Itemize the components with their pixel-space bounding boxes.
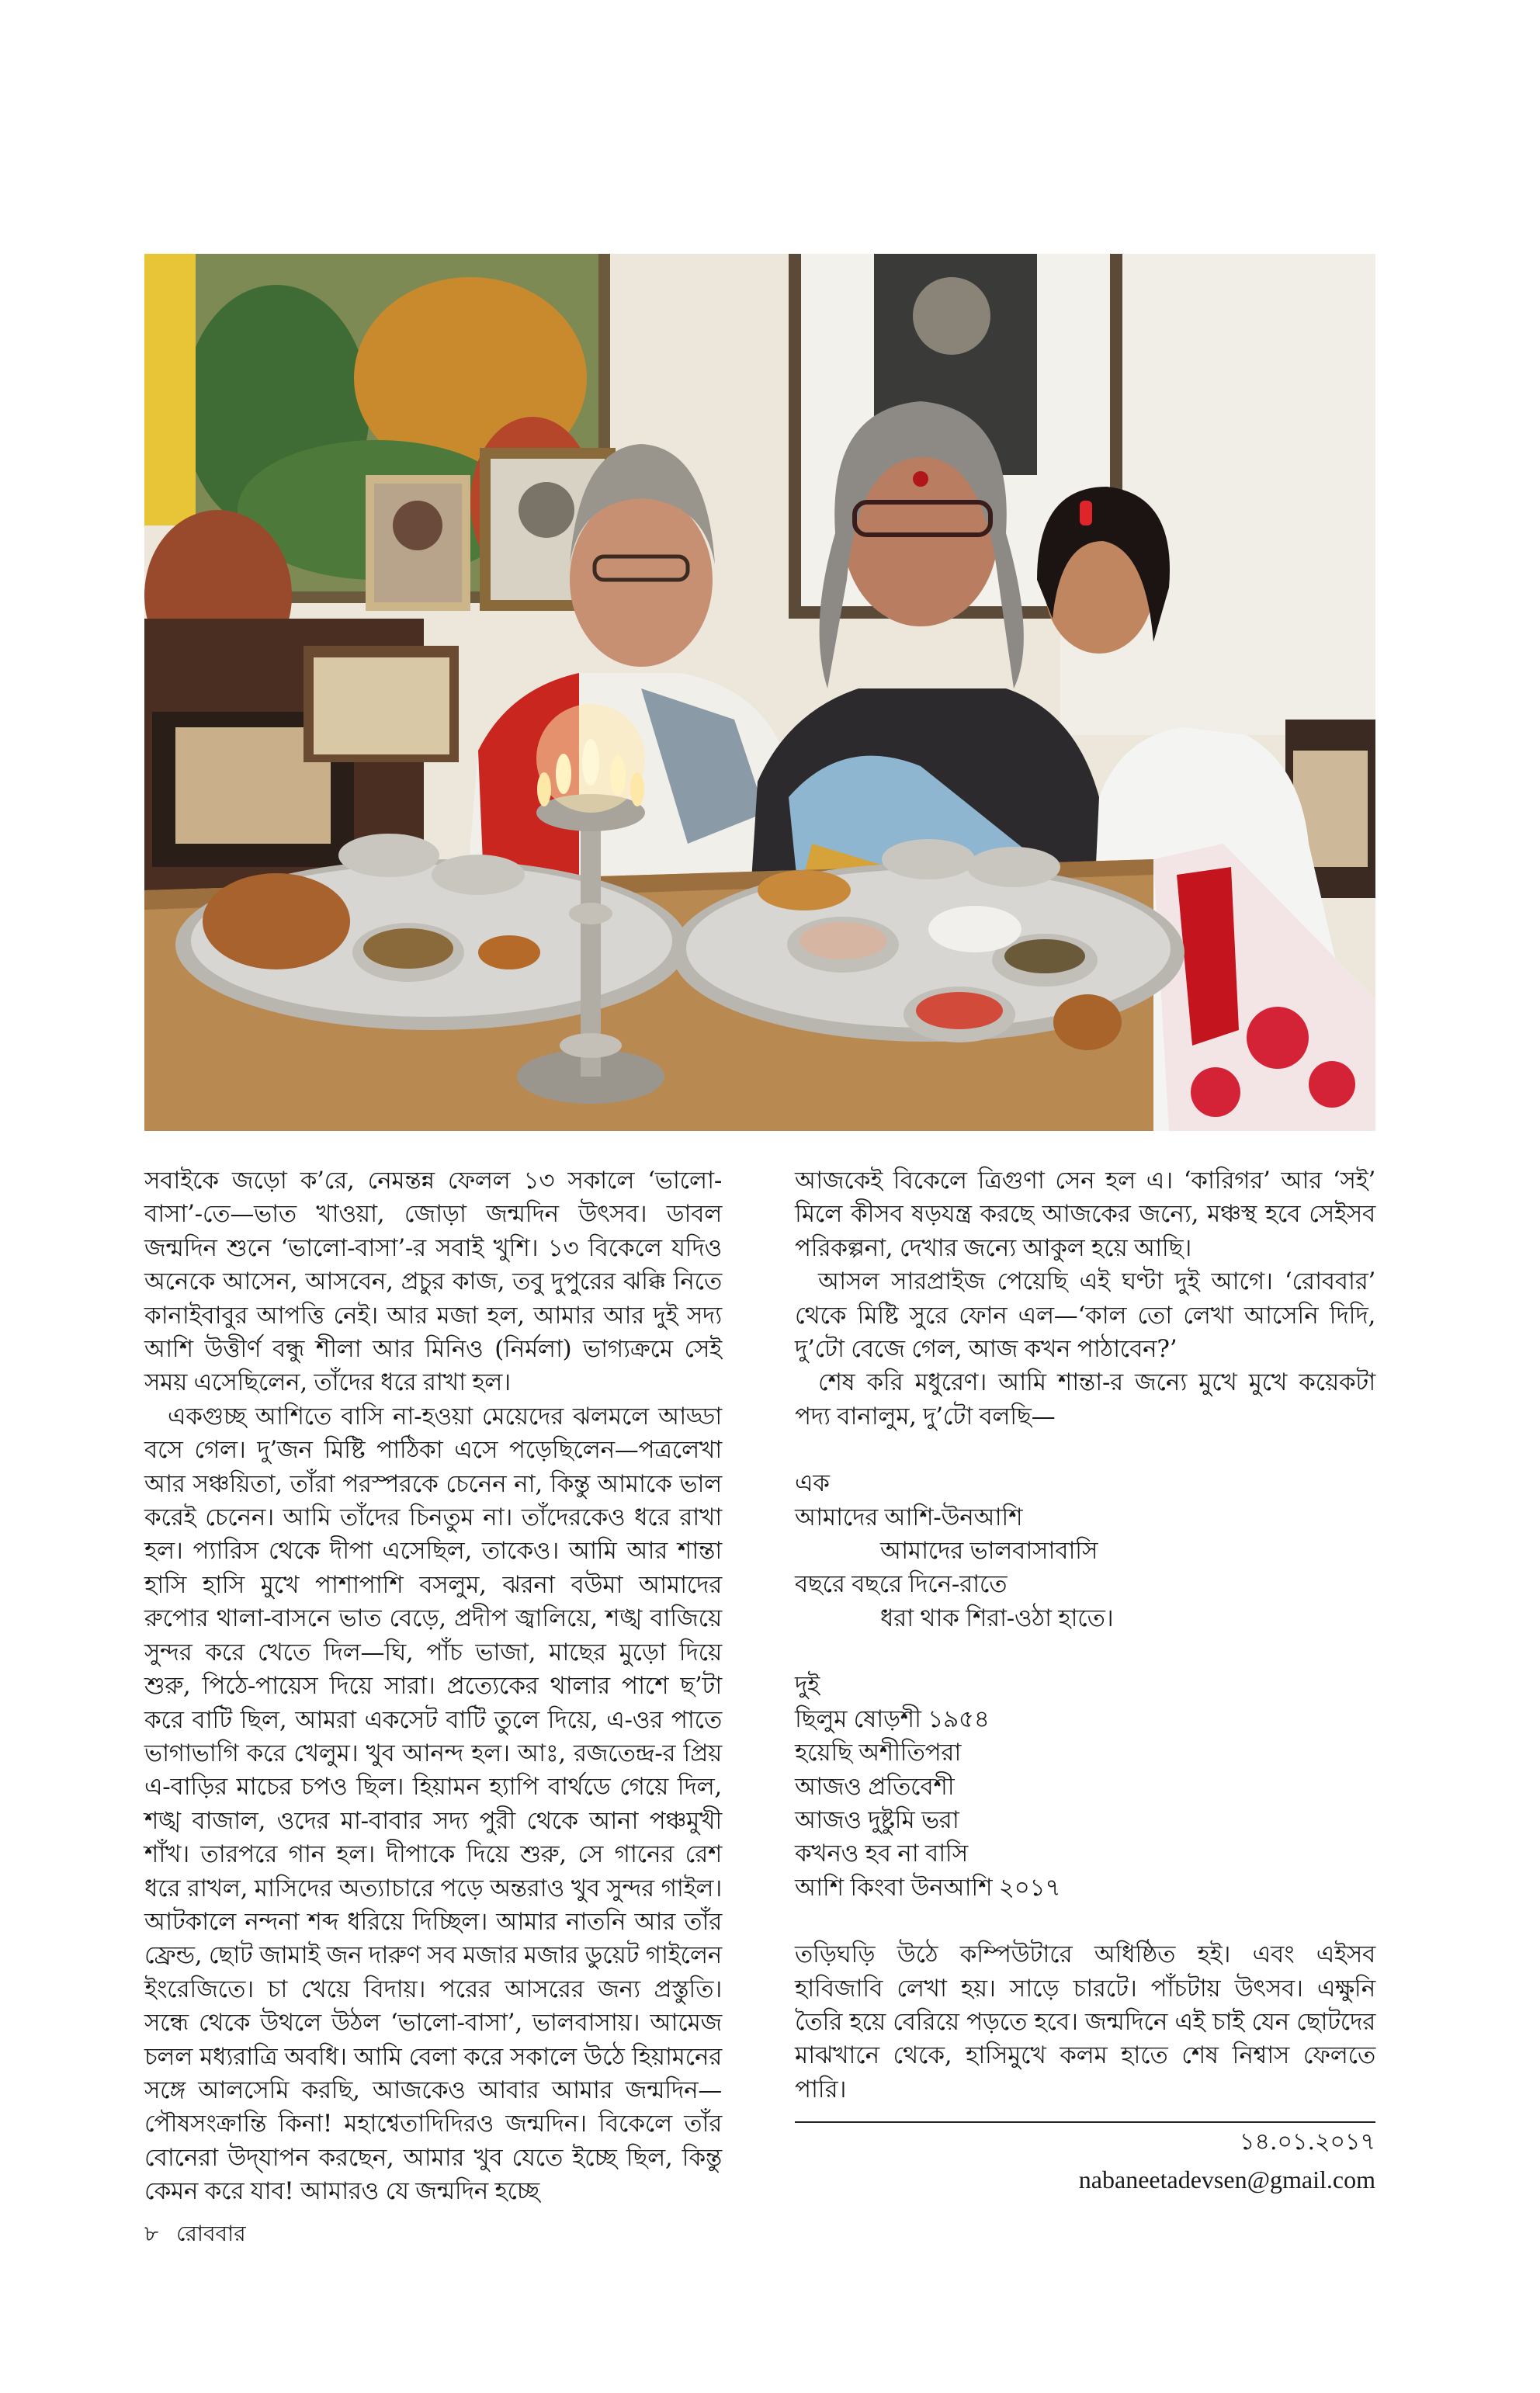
poem-line: কখনও হব না বাসি	[795, 1840, 968, 1868]
closing-paragraph: তড়িঘড়ি উঠে কম্পিউটারে অধিষ্ঠিত হই। এবং এইসব হাবিজাবি লেখা হয়। সাড়ে চারটে। পাঁচটায় উৎসব। এক্ষুনি তৈরি হয়ে বেরিয়ে পড়তে হবে। জন্মদিনে এই চাই যেন ছোটদের মাঝখানে থেকে, হাসিমুখে কলম হাতে শেষ নিশ্বাস ফেলতে পারি।	[795, 1940, 1375, 2103]
poem-line: হয়েছি অশীতিপরা	[795, 1739, 962, 1767]
poem-line: আমাদের ভালবাসাবাসি	[880, 1537, 1098, 1566]
poem-line: ছিলুম ষোড়শী ১৯৫৪	[795, 1705, 990, 1733]
poem-line: ধরা থাক শিরা-ওঠা হাতে।	[880, 1604, 1114, 1632]
signature-divider	[795, 2121, 1375, 2123]
poem-two	[795, 1669, 1375, 1905]
poem-line: বছরে বছরে দিনে-রাতে	[795, 1570, 1008, 1599]
paragraph: আজকেই বিকেলে ত্রিগুণা সেন হল এ। ‘কারিগর’ আর ‘সই’ মিলে কীসব ষড়যন্ত্র করছে আজকের জন্যে, মঞ্চস্থ হবে সেইসব পরিকল্পনা, দেখার জন্যে আকুল হয়ে আছি।	[795, 1167, 1375, 1262]
right-column	[795, 1164, 1375, 2107]
paragraph: আসল সারপ্রাইজ পেয়েছি এই ঘণ্টা দুই আগে। ‘রোববার’ থেকে মিষ্টি সুরে ফোন এল—‘কাল তো লেখা আসেনি দিদি, দু’টো বেজে গেল, আজ কখন পাঠাবেন?’	[795, 1268, 1375, 1364]
paragraph: একগুচ্ছ আশিতে বাসি না-হওয়া মেয়েদের ঝলমলে আড্ডা বসে গেল। দু’জন মিষ্টি পাঠিকা এসে পড়েছিলেন—পত্রলেখা আর সঞ্চয়িতা, তাঁরা পরস্পরকে চেনেন না, কিন্তু আমাকে ভাল করেই চেনেন। আমি তাঁদের চিনতুম না। তাঁদেরকেও ধরে রাখা হল। প্যারিস থেকে দীপা এসেছিল, তাকেও। আমি আর শান্তা হাসি হাসি মুখে পাশাপাশি বসলুম, ঝরনা বউমা আমাদের রুপোর থালা-বাসনে ভাত বেড়ে, প্রদীপ জ্বালিয়ে, শঙ্খ বাজিয়ে সুন্দর করে খেতে দিল—ঘি, পাঁচ ভাজা, মাছের মুড়ো দিয়ে শুরু, পিঠে-পায়েস দিয়ে সারা। প্রত্যেকের থালার পাশে ছ’টা করে বাটি ছিল, আমরা একসেট বাটি তুলে দিয়ে, এ-ওর পাতে ভাগাভাগি করে খেলুম। খুব আনন্দ হল। আঃ, রজতেন্দ্র-র প্রিয় এ-বাড়ির মাচের চপও ছিল। হিয়ামন হ্যাপি বার্থডে গেয়ে দিল, শঙ্খ বাজাল, ওদের মা-বাবার সদ্য পুরী থেকে আনা পঞ্চমুখী শাঁখ। তারপরে গান হল। দীপাকে দিয়ে শুরু, সে গানের রেশ ধরে রাখল, মাসিদের অত্যাচারে পড়ে অন্তরাও খুব সুন্দর গাইল। আটকালে নন্দনা শব্দ ধরিয়ে দিচ্ছিল। আমার নাতনি আর তাঁর ফ্রেন্ড, ছোট জামাই জন দারুণ সব মজার মজার ডুয়েট গাইলেন ইংরেজিতে। চা খেয়ে বিদায়। পরের আসরের জন্য প্রস্তুতি। সন্ধে থেকে উথলে উঠল ‘ভালো-বাসা’, ভালবাসায়। আমেজ চলল মধ্যরাত্রি অবধি। আমি বেলা করে সকালে উঠে হিয়ামনের সঙ্গে আলসেমি করছি, আজকেও আবার আমার জন্মদিন—পৌষসংক্রান্তি কিনা! মহাশ্বেতাদিদিরও জন্মদিন। বিকেলে তাঁর বোনেরা উদ্‌যাপন করছেন, আমার খুব যেতে ইচ্ছে ছিল, কিন্তু কেমন করে যাব! আমারও যে জন্মদিন হচ্ছে	[144, 1402, 722, 2206]
left-column	[144, 1164, 722, 2209]
poem-heading: দুই	[795, 1671, 820, 1700]
article-photo	[144, 254, 1375, 1131]
poem-line: আজও দুষ্টুমি ভরা	[795, 1805, 959, 1834]
article-date: ১৪.০১.২০১৭	[1240, 2128, 1375, 2155]
author-email: nabaneetadevsen@gmail.com	[1078, 2166, 1375, 2194]
page-number: ৮	[144, 2221, 159, 2246]
magazine-name: রোববার	[176, 2221, 246, 2246]
photo-illustration	[144, 254, 1375, 1131]
poem-one	[795, 1467, 1375, 1635]
page-footer	[144, 2220, 246, 2248]
poem-line: আজও প্রতিবেশী	[795, 1772, 955, 1801]
paragraph: সবাইকে জড়ো ক’রে, নেমন্তন্ন ফেলল ১৩ সকালে ‘ভালো-বাসা’-তে—ভাত খাওয়া, জোড়া জন্মদিন উৎসব। ডাবল জন্মদিন শুনে ‘ভালো-বাসা’-র সবাই খুশি। ১৩ বিকেলে যদিও অনেকে আসেন, আসবেন, প্রচুর কাজ, তবু দুপুরের ঝক্কি নিতে কানাইবাবুর আপত্তি নেই। আর মজা হল, আমার আর দুই সদ্য আশি উত্তীর্ণ বন্ধু শীলা আর মিনিও (নির্মলা) ভাগ্যক্রমে সেই সময় এসেছিলেন, তাঁদের ধরে রাখা হল।	[144, 1167, 722, 1397]
poem-line: আমাদের আশি-উনআশি	[795, 1503, 1023, 1531]
paragraph: শেষ করি মধুরেণ। আমি শান্তা-র জন্যে মুখে মুখে কয়েকটা পদ্য বানালুম, দু’টো বলছি—	[795, 1368, 1375, 1431]
poem-heading: এক	[795, 1469, 830, 1498]
poem-line: আশি কিংবা উনআশি ২০১৭	[795, 1873, 1061, 1902]
